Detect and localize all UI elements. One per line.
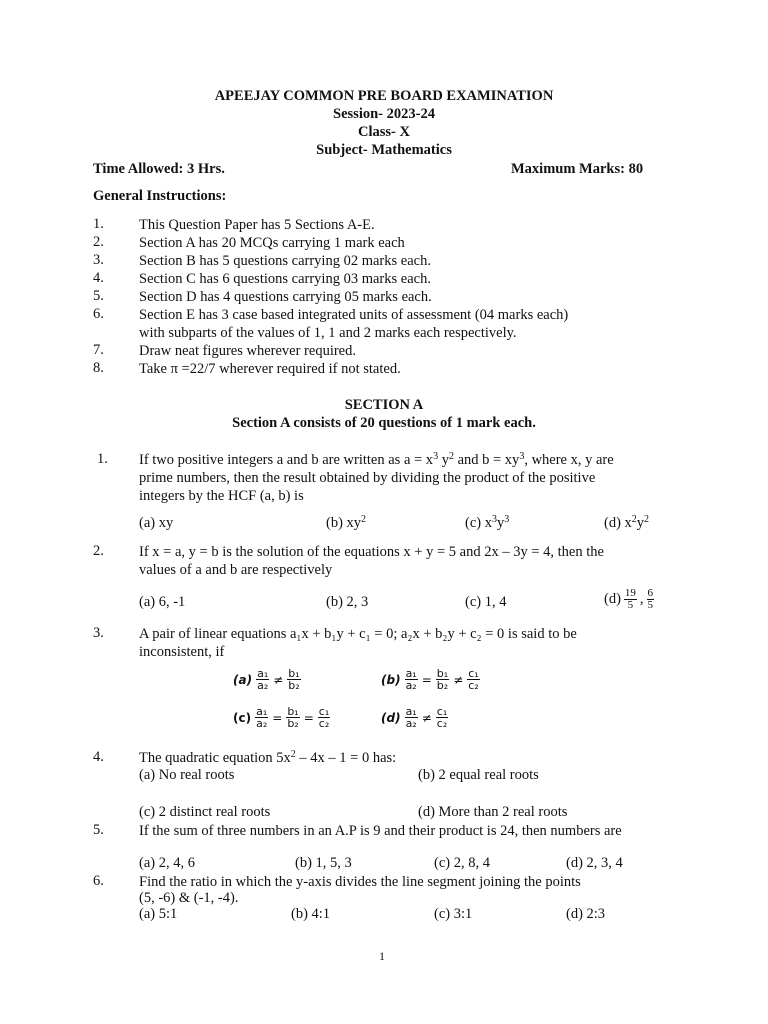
instruction-number: 4. (93, 270, 104, 286)
option-a: (a) 6, -1 (139, 594, 186, 610)
option-a: (a) 5:1 (139, 906, 178, 922)
question-text: inconsistent, if (139, 644, 225, 660)
question-number: 2. (93, 543, 104, 559)
question-text: prime numbers, then the result obtained by dividing the product of the positive (139, 470, 596, 486)
instruction-text: Take π =22/7 wherever required if not stated. (139, 361, 401, 377)
question-text: If x = a, y = b is the solution of the equations x + y = 5 and 2x – 3y = 4, then the (139, 544, 604, 560)
exam-title: APEEJAY COMMON PRE BOARD EXAMINATION (214, 88, 554, 104)
question-text: Find the ratio in which the y-axis divides the line segment joining the points (139, 874, 581, 890)
question-text: values of a and b are respectively (139, 562, 333, 578)
option-d: (d) 2, 3, 4 (566, 855, 623, 871)
option-a-ratio: (a) $\frac{\text{a₁}}{\text{a₂}}$ ≠ $\frac{\text{b₁}}{\text{b₂}}$ (233, 667, 300, 692)
session: Session- 2023-24 (333, 106, 435, 122)
question-text: integers by the HCF (a, b) is (139, 488, 304, 504)
question-number: 4. (93, 749, 104, 765)
option-b: (b) 2 equal real roots (418, 767, 539, 783)
instruction-text: Section D has 4 questions carrying 05 marks each. (139, 289, 432, 305)
option-c: (c) $x^3y^3$ (465, 514, 510, 531)
option-d-ratio: (d) $\frac{\text{a₁}}{\text{a₂}}$ ≠ $\frac{\text{c₁}}{\text{c₂}}$ (381, 705, 448, 730)
option-b: (b) 4:1 (291, 906, 331, 922)
instructions-heading: General Instructions: (93, 188, 227, 204)
option-d: (d) More than 2 real roots (418, 804, 568, 820)
question-text: If two positive integers a and b are written as $a = x^3$ $y^2$ and $b = xy^3$, where x, y are (139, 451, 614, 468)
question-text: A pair of linear equations a₁x + b₁y + c₁ = 0; a₂x + b₂y + c₂ = 0 is said to be (139, 626, 577, 642)
instruction-number: 7. (93, 342, 104, 358)
option-c: (c) 2, 8, 4 (434, 855, 490, 871)
option-a: (a) xy (139, 515, 174, 531)
option-d: (d) 2:3 (566, 906, 606, 922)
section-title: SECTION A (344, 397, 424, 413)
instruction-text: Draw neat figures wherever required. (139, 343, 356, 359)
time-allowed: Time Allowed: 3 Hrs. (93, 161, 225, 177)
option-d: (d) $\frac{19}{5}$ , $\frac{6}{5}$ (604, 587, 654, 611)
option-b: (b) $xy^2$ (326, 514, 367, 531)
option-d: (d) $x^2y^2$ (604, 514, 650, 531)
instruction-number: 6. (93, 306, 104, 322)
question-text: (5, -6) & (-1, -4). (139, 890, 239, 906)
instruction-number: 8. (93, 360, 104, 376)
question-number: 1. (97, 451, 108, 467)
question-text: The quadratic equation $5x^2 - 4x - 1 = 0$ has: (139, 749, 397, 766)
option-c: (c) 3:1 (434, 906, 473, 922)
instruction-text-continued: with subparts of the values of 1, 1 and 2 marks each respectively. (139, 325, 517, 341)
option-c-ratio: (c) $\frac{\text{a₁}}{\text{a₂}}$ = $\frac{\text{b₁}}{\text{b₂}}$ = $\frac{\text{c₁}}{\text{c₂}}$ (233, 705, 330, 730)
instruction-text: This Question Paper has 5 Sections A-E. (139, 217, 375, 233)
question-number: 6. (93, 873, 104, 889)
class: Class- X (358, 124, 410, 140)
instruction-number: 1. (93, 216, 104, 232)
instruction-text: Section E has 3 case based integrated units of assessment (04 marks each) (139, 307, 569, 323)
option-a: (a) No real roots (139, 767, 235, 783)
question-text: If the sum of three numbers in an A.P is 9 and their product is 24, then numbers are (139, 823, 622, 839)
option-c: (c) 2 distinct real roots (139, 804, 271, 820)
instruction-number: 3. (93, 252, 104, 268)
question-number: 3. (93, 625, 104, 641)
maximum-marks: Maximum Marks: 80 (511, 161, 644, 177)
option-a: (a) 2, 4, 6 (139, 855, 195, 871)
instruction-number: 2. (93, 234, 104, 250)
option-b: (b) 2, 3 (326, 594, 369, 610)
instruction-number: 5. (93, 288, 104, 304)
option-c: (c) 1, 4 (465, 594, 507, 610)
instruction-text: Section C has 6 questions carrying 03 marks each. (139, 271, 431, 287)
option-b: (b) 1, 5, 3 (295, 855, 352, 871)
question-number: 5. (93, 822, 104, 838)
subject: Subject- Mathematics (316, 142, 452, 158)
section-subtitle: Section A consists of 20 questions of 1 mark each. (232, 415, 536, 431)
option-b-ratio: (b) $\frac{\text{a₁}}{\text{a₂}}$ = $\frac{\text{b₁}}{\text{b₂}}$ ≠ $\frac{\text{c₁}}{\text{c₂}}$ (381, 667, 479, 692)
instruction-text: Section A has 20 MCQs carrying 1 mark each (139, 235, 405, 251)
instruction-text: Section B has 5 questions carrying 02 marks each. (139, 253, 431, 269)
page-number: 1 (379, 949, 385, 963)
